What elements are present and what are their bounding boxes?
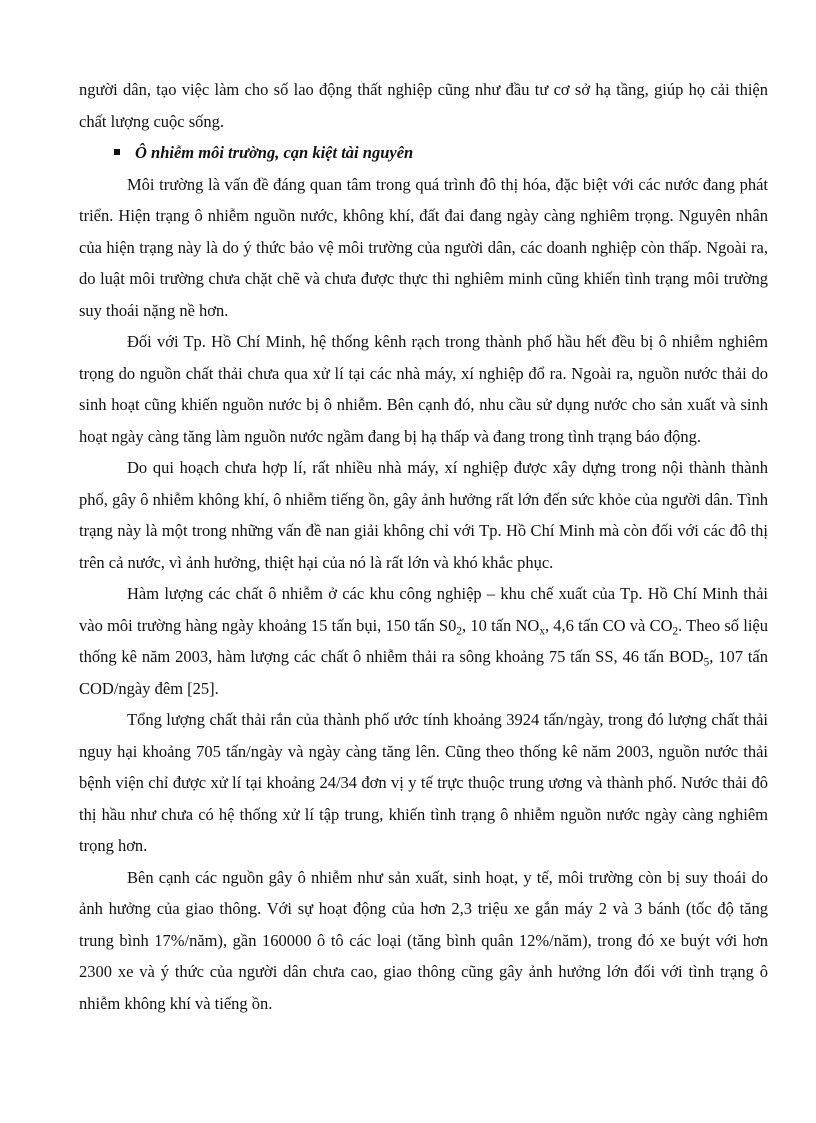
section-heading-text: Ô nhiễm môi trường, cạn kiệt tài nguyên <box>135 143 414 162</box>
paragraph-traffic: Bên cạnh các nguồn gây ô nhiễm như sản xuất, sinh hoạt, y tế, môi trường còn bị suy thoái do ảnh hưởng của giao thông. Với sự hoạt động của hơn 2,3 triệu xe gắn máy 2 và 3 bánh (tốc độ tăng trung bình 17%/năm), gần 160000 ô tô các loại (tăng bình quân 12%/năm), trong đó xe buýt với hơn 2300 xe và ý thức của người dân chưa cao, giao thông cũng gây ảnh hưởng lớn đối với tình trạng ô nhiễm không khí và tiếng ồn. <box>79 867 768 1013</box>
pollutant-text-5: , 107 tấn COD/ngày đêm [25]. <box>79 647 768 698</box>
pollutant-text-2: , 10 tấn NO <box>461 615 540 635</box>
paragraph-pollutant-amounts <box>79 578 768 704</box>
paragraph-canal-pollution: Đối với Tp. Hồ Chí Minh, hệ thống kênh rạch trong thành phố hầu hết đều bị ô nhiễm nghiêm trọng do nguồn chất thải chưa qua xử lí tại các nhà máy, xí nghiệp đổ ra. Ngoài ra, nguồn nước thải do sinh hoạt cũng khiến nguồn nước bị ô nhiễm. Bên cạnh đó, nhu cầu sử dụng nước cho sản xuất và sinh hoạt ngày càng tăng làm nguồn nước ngầm đang bị hạ thấp và đang trong tình trạng báo động. <box>79 332 768 446</box>
pollutant-sub-4: 5 <box>703 656 710 669</box>
document-page <box>79 74 768 1019</box>
pollutant-sub-2: x <box>539 624 545 637</box>
paragraph-environment-issue: Môi trường là vấn đề đáng quan tâm trong quá trình đô thị hóa, đặc biệt với các nước đang phát triển. Hiện trạng ô nhiễm nguồn nước, không khí, đất đai đang ngày càng nghiêm trọng. Nguyên nhân của hiện trạng này là do ý thức bảo vệ môi trường của người dân, các doanh nghiệp còn thấp. Ngoài ra, do luật môi trường chưa chặt chẽ và chưa được thực thi nghiêm minh cũng khiến tình trạng môi trường suy thoái nặng nề hơn. <box>79 174 768 320</box>
section-heading <box>79 137 768 169</box>
intro-paragraph: người dân, tạo việc làm cho số lao động thất nghiệp cũng như đầu tư cơ sở hạ tầng, giúp họ cải thiện chất lượng cuộc sống. <box>79 80 768 131</box>
pollutant-text-4: . Theo số liệu thống kê năm 2003, hàm lượng các chất ô nhiễm thải ra sông khoảng 75 tấn SS, 46 tấn BOD <box>79 615 768 666</box>
pollutant-text-3: , 4,6 tấn CO và CO <box>544 615 673 635</box>
pollutant-text-1: Hàm lượng các chất ô nhiễm ở các khu công nghiệp – khu chế xuất của Tp. Hồ Chí Minh thải vào môi trường hàng ngày khoảng 15 tấn bụi, 150 tấn S0 <box>79 584 768 635</box>
square-bullet-icon <box>114 149 120 155</box>
pollutant-sub-1: 2 <box>456 624 462 637</box>
paragraph-solid-waste: Tổng lượng chất thải rắn của thành phố ước tính khoảng 3924 tấn/ngày, trong đó lượng chất thải nguy hại khoảng 705 tấn/ngày và ngày càng tăng lên. Cũng theo thống kê năm 2003, nguồn nước thải bệnh viện chỉ được xử lí tại khoảng 24/34 đơn vị y tế trực thuộc trung ương và thành phố. Nước thải đô thị hầu như chưa có hệ thống xử lí tập trung, khiến tình trạng ô nhiễm nguồn nước ngày càng nghiêm trọng hơn. <box>79 710 768 855</box>
paragraph-planning: Do qui hoạch chưa hợp lí, rất nhiều nhà máy, xí nghiệp được xây dựng trong nội thành thành phố, gây ô nhiễm không khí, ô nhiễm tiếng ồn, gây ảnh hưởng rất lớn đến sức khỏe của người dân. Tình trạng này là một trong những vấn đề nan giải không chỉ với Tp. Hồ Chí Minh mà còn đối với các đô thị trên cả nước, vì ảnh hưởng, thiệt hại của nó là rất lớn và khó khắc phục. <box>79 458 768 572</box>
pollutant-sub-3: 2 <box>672 624 679 637</box>
